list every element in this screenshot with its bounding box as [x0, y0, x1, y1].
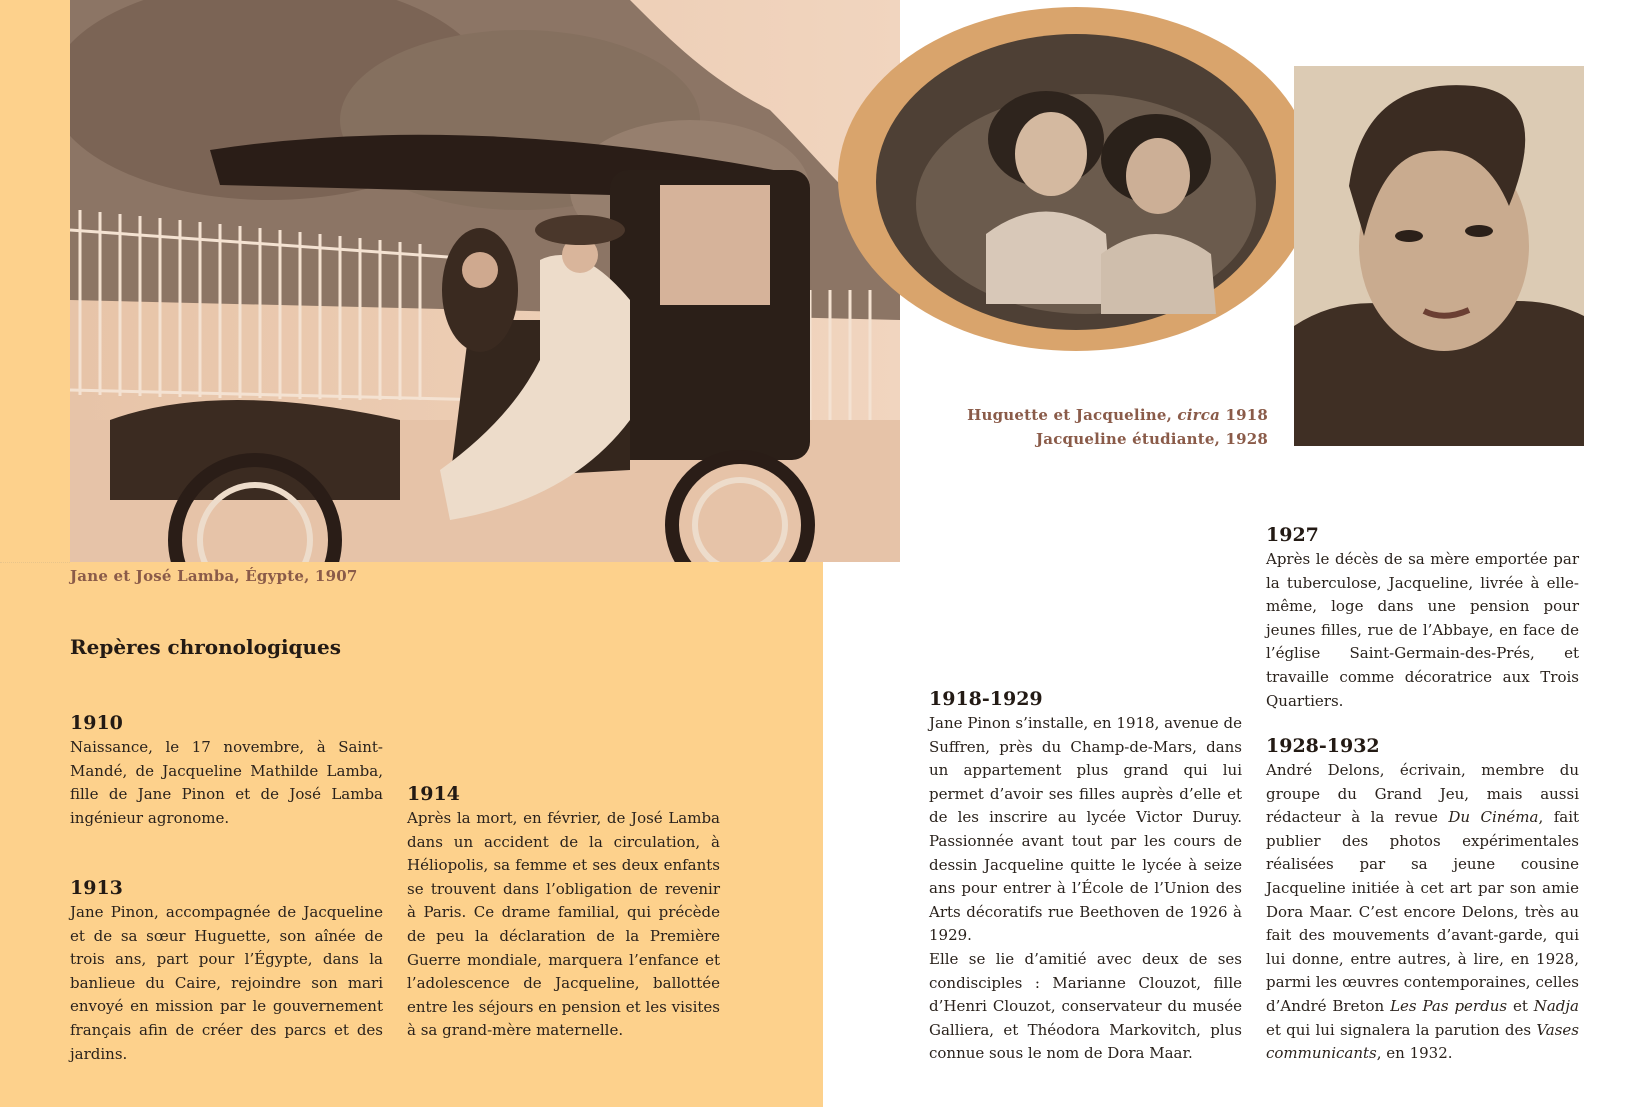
- oval-photo: [836, 4, 1316, 354]
- entry-text: Après la mort, en février, de José Lamba dans un accident de la circulation, à Héliopolis, sa femme et ses deux enfants se trouvent dans l’obligation de revenir à Paris. Ce drame familial, qui précède de peu la déclaration de la Première Guerre mondiale, marquera l’enfance et l’adolescence de Jacqueline, ballottée entre les séjours en pension et les visites à sa grand-mère maternelle.: [407, 809, 720, 1040]
- entry-year: 1913: [70, 877, 123, 899]
- entry-1914: [407, 783, 720, 1043]
- oval-photo-caption: Huguette et Jacqueline, circa 1918: [967, 406, 1268, 424]
- section-title: Repères chronologiques: [70, 635, 342, 659]
- entry-year: 1928-1932: [1266, 735, 1380, 757]
- entry-year: 1914: [407, 783, 460, 805]
- car-photo-caption: Jane et José Lamba, Égypte, 1907: [70, 567, 358, 585]
- entry-text: Après le décès de sa mère emportée par la tuberculose, Jacqueline, livrée à elle-même, loge dans une pension pour jeunes filles, rue de l’Abbaye, en face de l’église Saint-Germain-des-Prés, et travaille comme décoratrice aux Trois Quartiers.: [1266, 550, 1579, 710]
- entry-1927: [1266, 524, 1579, 713]
- entry-year: 1910: [70, 712, 123, 734]
- dotted-rule: [0, 562, 70, 563]
- entry-1910: [70, 712, 383, 830]
- entry-year: 1927: [1266, 524, 1319, 546]
- entry-1918-1929: [929, 688, 1242, 1066]
- entry-text: André Delons, écrivain, membre du groupe du Grand Jeu, mais aussi rédacteur à la revue Du Cinéma, fait publier des photos expérimentales réalisées par sa jeune cousine Jacqueline initiée à cet art par son amie Dora Maar. C’est encore Delons, très au fait des mouvements d’avant-garde, qui lui donne, entre autres, à lire, en 1928, parmi les œuvres contemporaines, celles d’André Breton Les Pas perdus et Nadja et qui lui signalera la parution des Vases communicants, en 1932.: [1266, 761, 1580, 1063]
- entry-1928-1932: [1266, 735, 1579, 1066]
- entry-text: Jane Pinon s’installe, en 1918, avenue de Suffren, près du Champ-de-Mars, dans un appartement plus grand qui lui permet d’avoir ses filles auprès d’elle et de les inscrire au lycée Victor Duruy. Passionnée avant tout par les cours de dessin Jacqueline quitte le lycée à seize ans pour entrer à l’École de l’Union des Arts décoratifs rue Beethoven de 1926 à 1929.: [929, 714, 1242, 945]
- entry-text-continued: Elle se lie d’amitié avec deux de ses condisciples : Marianne Clouzot, fille d’Henri Clouzot, conservateur du musée Galliera, et Théodora Markovitch, plus connue sous le nom de Dora Maar.: [929, 949, 1242, 1063]
- entry-year: 1918-1929: [929, 688, 1043, 710]
- entry-text: Naissance, le 17 novembre, à Saint-Mandé, de Jacqueline Mathilde Lamba, fille de Jane Pinon et de José Lamba ingénieur agronome.: [70, 738, 383, 827]
- entry-text: Jane Pinon, accompagnée de Jacqueline et de sa sœur Huguette, son aînée de trois ans, part pour l’Égypte, dans la banlieue du Caire, rejoindre son mari envoyé en mission par le gouvernement français afin de créer des parcs et des jardins.: [70, 903, 383, 1063]
- car-photo: [70, 0, 900, 562]
- portrait-photo: [1294, 66, 1584, 446]
- entry-1913: [70, 877, 383, 1066]
- portrait-photo-caption: Jacqueline étudiante, 1928: [1035, 430, 1268, 448]
